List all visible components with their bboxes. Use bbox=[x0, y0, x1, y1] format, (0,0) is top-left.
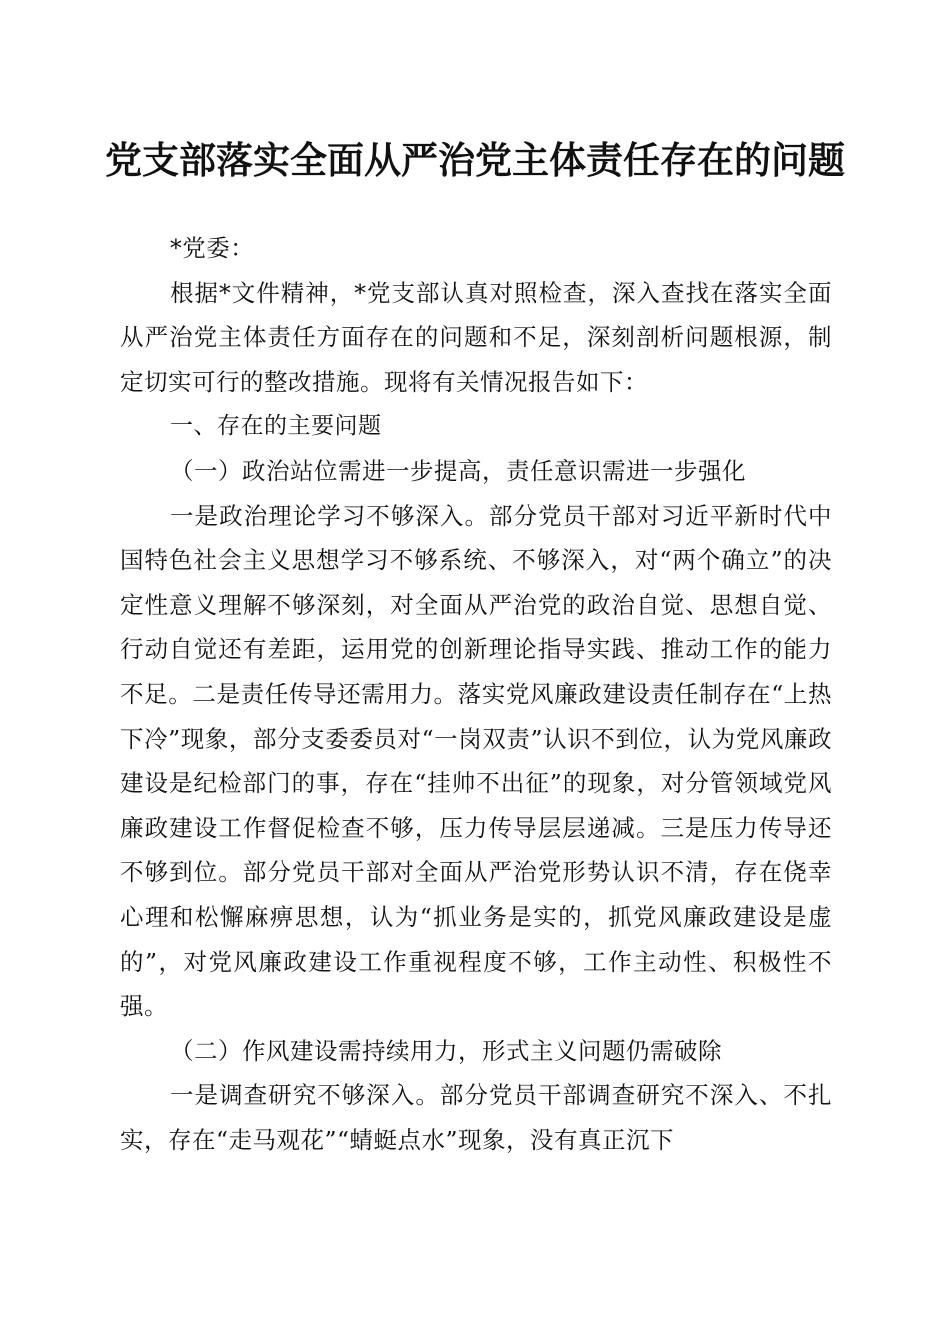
intro-paragraph: 根据*文件精神，*党支部认真对照检查，深入查找在落实全面从严治党主体责任方面存在的问题和不足，深刻剖析问题根源，制定切实可行的整改措施。现将有关情况报告如下： bbox=[120, 278, 832, 396]
subsection-2-paragraph: 一是调查研究不够深入。部分党员干部调查研究不深入、不扎实，存在“走马观花”“蜻蜓点水”现象，没有真正沉下 bbox=[120, 1081, 832, 1154]
subsection-heading-2: （二）作风建设需持续用力，形式主义问题仍需破除 bbox=[170, 1036, 722, 1065]
section-heading-1: 一、存在的主要问题 bbox=[170, 413, 382, 440]
document-title: 党支部落实全面从严治党主体责任存在的问题 bbox=[105, 138, 845, 182]
subsection-1-paragraph: 一是政治理论学习不够深入。部分党员干部对习近平新时代中国特色社会主义思想学习不够系统、不够深入，对“两个确立”的决定性意义理解不够深刻，对全面从严治党的政治自觉、思想自觉、行动自觉还有差距，运用党的创新理论指导实践、推动工作的能力不足。二是责任传导还需用力。落实党风廉政建设责任制存在“上热下冷”现象，部分支委委员对“一岗双责”认识不到位，认为党风廉政建设是纪检部门的事，存在“挂帅不出征”的现象，对分管领域党风廉政建设工作督促检查不够，压力传导层层递减。三是压力传导还不够到位。部分党员干部对全面从严治党形势认识不清，存在侥幸心理和松懈麻痹思想，认为“抓业务是实的，抓党风廉政建设是虚的”，对党风廉政建设工作重视程度不够，工作主动性、积极性不强。 bbox=[120, 501, 832, 1021]
salutation: *党委： bbox=[170, 234, 255, 262]
document-body bbox=[120, 226, 832, 1162]
subsection-heading-1: （一）政治站位需进一步提高，责任意识需进一步强化 bbox=[170, 456, 746, 485]
